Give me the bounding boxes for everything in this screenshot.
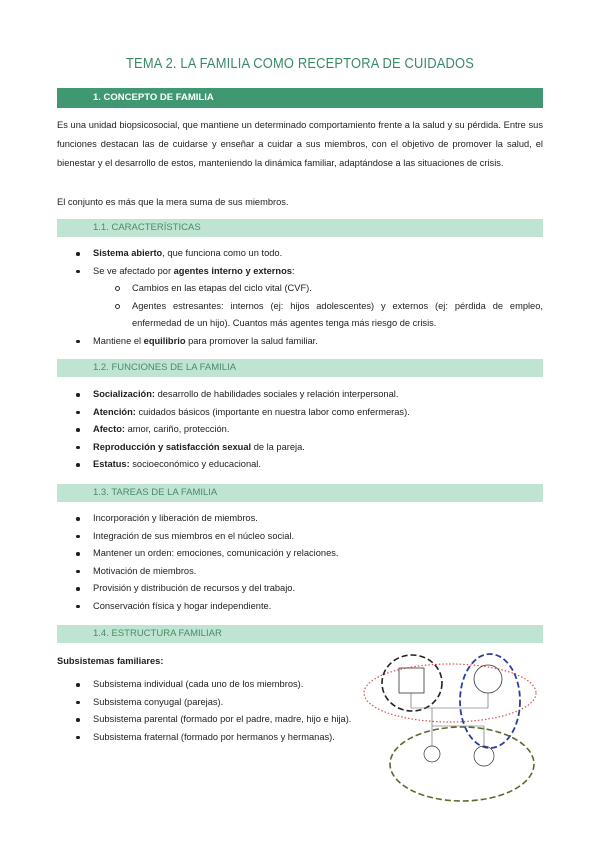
individual-ellipse bbox=[382, 655, 442, 711]
section-header-tareas: 1.3. TAREAS DE LA FAMILIA bbox=[57, 484, 543, 502]
list-item: Reproducción y satisfacción sexual de la pareja. bbox=[57, 439, 543, 457]
sub-list-item: Cambios en las etapas del ciclo vital (CVF). bbox=[57, 280, 543, 298]
subsistemas-diagram bbox=[362, 646, 542, 806]
list-item: Incorporación y liberación de miembros. bbox=[57, 510, 543, 528]
list-item: Subsistema fraternal (formado por hermanos y hermanas). bbox=[57, 729, 353, 747]
list-item: Atención: cuidados básicos (importante en nuestra labor como enfermeras). bbox=[57, 404, 543, 422]
list-item: Motivación de miembros. bbox=[57, 563, 543, 581]
list-item: Provisión y distribución de recursos y del trabajo. bbox=[57, 580, 543, 598]
list-item: Conservación física y hogar independiente. bbox=[57, 598, 543, 616]
concepto-paragraph: Es una unidad biopsicosocial, que mantiene un determinado comportamiento frente a la salud y su pérdida. Entre sus funciones destacan las de cuidarse y enseñar a cuidar a sus miembros, con el objetivo de promover la salud, el bienestar y el desarrollo de estos, manteniendo la dinámica familiar, adaptándose a las situaciones de crisis. bbox=[57, 120, 543, 168]
section-header-caracteristicas: 1.1. CARACTERÍSTICAS bbox=[57, 219, 543, 237]
funciones-list bbox=[57, 386, 543, 474]
conyugal-ellipse bbox=[364, 664, 536, 722]
section-header-estructura: 1.4. ESTRUCTURA FAMILIAR bbox=[57, 625, 543, 643]
list-item: Sistema abierto, que funciona como un todo. bbox=[57, 245, 543, 263]
list-item: Se ve afectado por agentes interno y externos: bbox=[57, 263, 543, 281]
child-circle bbox=[474, 746, 494, 766]
list-item: Subsistema conyugal (parejas). bbox=[57, 694, 353, 712]
list-item: Subsistema individual (cada uno de los miembros). bbox=[57, 676, 353, 694]
mother-circle bbox=[474, 665, 502, 693]
list-item: Integración de sus miembros en el núcleo social. bbox=[57, 528, 543, 546]
list-item: Subsistema parental (formado por el padre, madre, hijo e hija). bbox=[57, 711, 353, 729]
list-item: Socialización: desarrollo de habilidades sociales y relación interpersonal. bbox=[57, 386, 543, 404]
child-circle bbox=[424, 746, 440, 762]
fraternal-ellipse bbox=[390, 727, 534, 801]
caracteristicas-list bbox=[57, 245, 543, 350]
subsistemas-heading: Subsistemas familiares: bbox=[57, 656, 164, 666]
list-item: Estatus: socioeconómico y educacional. bbox=[57, 456, 543, 474]
conjunto-paragraph: El conjunto es más que la mera suma de sus miembros. bbox=[57, 197, 289, 207]
list-item: Mantiene el equilibrio para promover la salud familiar. bbox=[57, 333, 543, 351]
page-title: TEMA 2. LA FAMILIA COMO RECEPTORA DE CUIDADOS bbox=[125, 55, 475, 72]
section-header-concepto: 1. CONCEPTO DE FAMILIA bbox=[57, 88, 543, 108]
father-square bbox=[399, 668, 424, 693]
sub-list-item: Agentes estresantes: internos (ej: hijos adolescentes) y externos (ej: pérdida de empleo, enfermedad de un hijo). Cuantos más agentes tenga más riesgo de crisis. bbox=[57, 298, 543, 333]
list-item: Afecto: amor, cariño, protección. bbox=[57, 421, 543, 439]
tareas-list bbox=[57, 510, 543, 615]
list-item: Mantener un orden: emociones, comunicación y relaciones. bbox=[57, 545, 543, 563]
parental-ellipse bbox=[460, 654, 520, 748]
section-header-funciones: 1.2. FUNCIONES DE LA FAMILIA bbox=[57, 359, 543, 377]
